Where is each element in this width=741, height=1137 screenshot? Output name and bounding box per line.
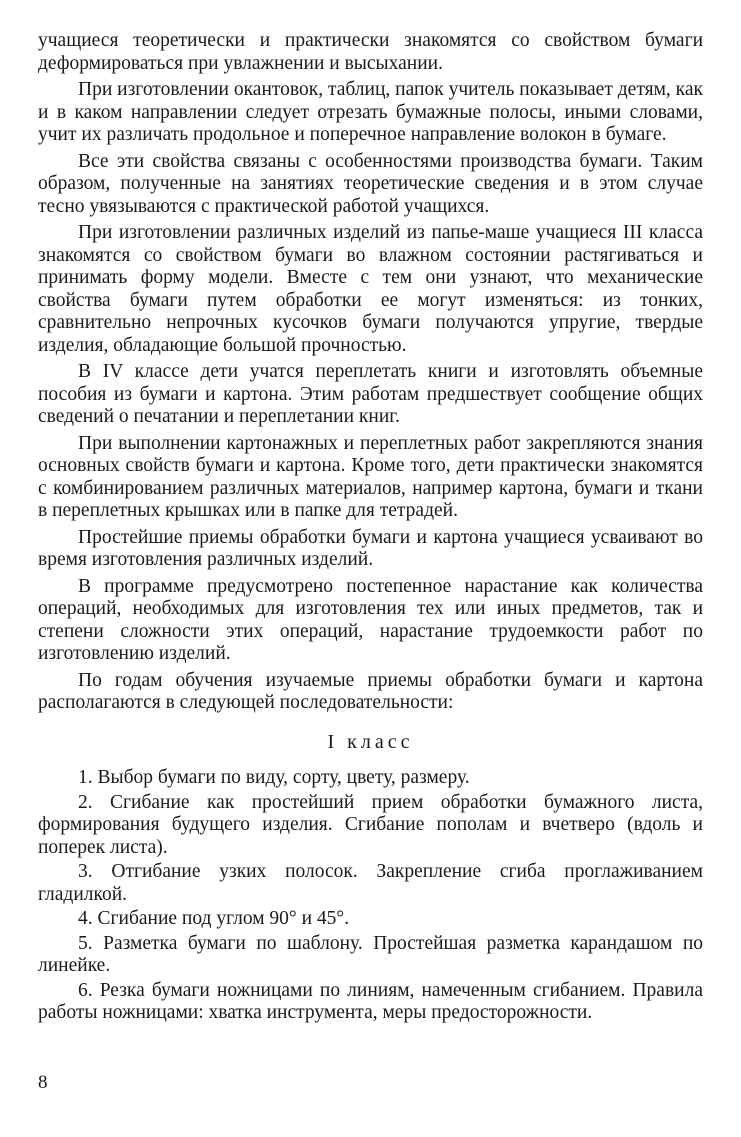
paragraph: При изготовлении окантовок, таблиц, папок учитель показывает детям, как и в каком направлении следует отрезать бумажные полосы, иными словами, учит их различать продольное и поперечное направление волокон в бумаге.: [38, 79, 703, 145]
section-heading: I класс: [327, 730, 414, 753]
paragraph: Простейшие приемы обработки бумаги и картона учащиеся усваивают во время изготовления различных изделий.: [38, 526, 703, 570]
list-item: 3. Отгибание узких полосок. Закрепление сгиба проглаживанием гладилкой.: [38, 861, 703, 905]
paragraph-continuation: учащиеся теоретически и практически знакомятся со свойством бумаги деформироваться при увлажнении и высыхании.: [38, 30, 703, 74]
operations-list: [38, 767, 703, 1025]
page-number: 8: [38, 1072, 48, 1093]
list-item: 1. Выбор бумаги по виду, сорту, цвету, размеру.: [78, 767, 470, 788]
paragraph: В IV классе дети учатся переплетать книги и изготовлять объемные пособия из бумаги и картона. Этим работам предшествует сообщение общих сведений о печатании и переплетании книг.: [38, 361, 703, 427]
list-item: 2. Сгибание как простейший прием обработки бумажного листа, формирования будущего изделия. Сгибание пополам и вчетверо (вдоль и поперек листа).: [38, 791, 703, 858]
list-item: 4. Сгибание под углом 90° и 45°.: [78, 908, 350, 929]
paragraph: Все эти свойства связаны с особенностями производства бумаги. Таким образом, полученные на занятиях теоретические сведения и в этом случае тесно увязываются с практической работой учащихся.: [38, 150, 703, 217]
paragraph: При выполнении картонажных и переплетных работ закрепляются знания основных свойств бумаги и картона. Кроме того, дети практически знакомятся с комбинированием различных материалов, например картона, бумаги и ткани в переплетных крышках или в папке для тетрадей.: [38, 432, 703, 521]
paragraph: По годам обучения изучаемые приемы обработки бумаги и картона располагаются в следующей последовательности:: [38, 669, 703, 713]
list-item: 5. Разметка бумаги по шаблону. Простейшая разметка карандашом по линейке.: [38, 932, 703, 976]
paragraph: В программе предусмотрено постепенное нарастание как количества операций, необходимых для изготовления тех или иных предметов, так и степени сложности этих операций, нарастание трудоемкости работ по изготовлению изделий.: [38, 575, 703, 664]
paragraph: При изготовлении различных изделий из папье-маше учащиеся III класса знакомятся со свойством бумаги во влажном состоянии растягиваться и принимать форму модели. Вместе с тем они узнают, что механические свойства бумаги путем обработки ее могут изменяться: из тонких, сравнительно непрочных кусочков бумаги получаются упругие, твердые изделия, обладающие большой прочностью.: [38, 222, 703, 356]
page-body: [38, 30, 703, 1025]
list-item: 6. Резка бумаги ножницами по линиям, намеченным сгибанием. Правила работы ножницами: хватка инструмента, меры предосторожности.: [38, 979, 703, 1023]
